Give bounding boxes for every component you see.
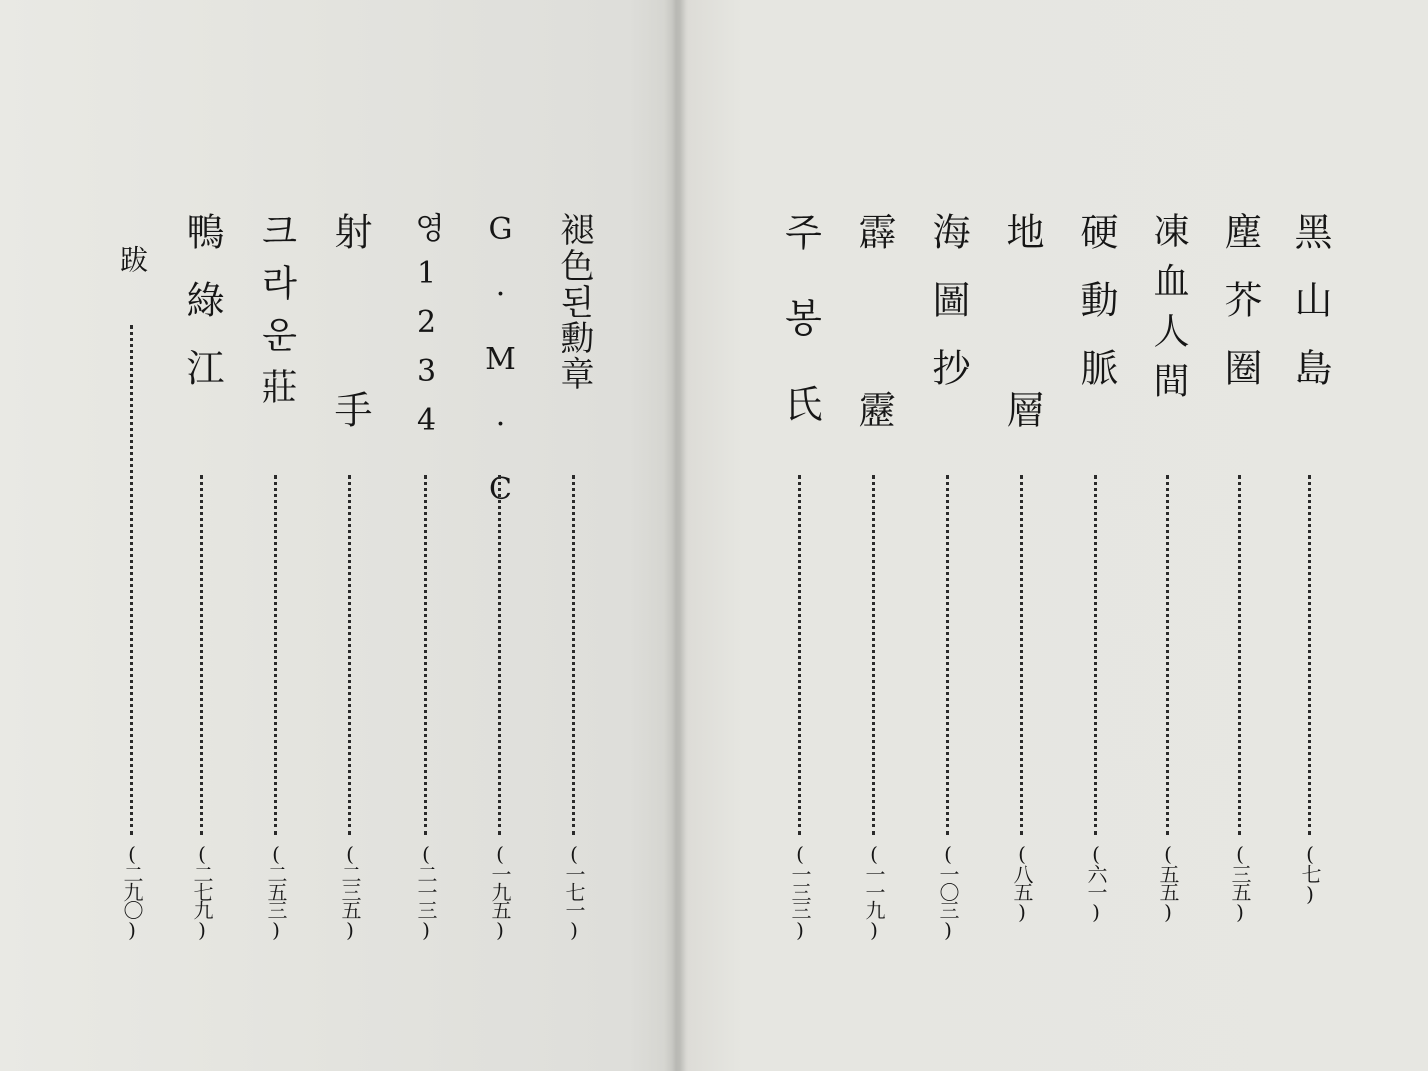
toc-entry-title: 凍血人間: [1148, 212, 1189, 412]
toc-entry-page: (八五): [1010, 842, 1034, 922]
dot-leader: [1308, 475, 1311, 835]
toc-entry-title: 硬動脈: [1074, 212, 1118, 416]
toc-entry-title: 海圖抄: [926, 212, 970, 416]
toc-entry[interactable]: [994, 0, 1050, 1071]
toc-entry-title: 영1234: [409, 212, 444, 452]
dot-leader: [498, 475, 501, 835]
dot-leader: [1238, 475, 1241, 835]
toc-entry-title: 跋: [116, 245, 149, 273]
toc-entry-title: 鴨綠江: [180, 212, 224, 416]
toc-entry[interactable]: [322, 0, 378, 1071]
toc-entry-title: 霹靂: [852, 212, 896, 568]
dot-leader: [1020, 475, 1023, 835]
toc-entry[interactable]: [1140, 0, 1196, 1071]
dot-leader: [130, 325, 133, 835]
toc-entry[interactable]: [398, 0, 454, 1071]
toc-entry-page: (一〇三): [936, 842, 960, 940]
toc-entry-page: (五五): [1156, 842, 1180, 922]
dot-leader: [1094, 475, 1097, 835]
dot-leader: [348, 475, 351, 835]
dot-leader: [946, 475, 949, 835]
dot-leader: [1166, 475, 1169, 835]
toc-entry-page: (一一九): [862, 842, 886, 940]
toc-entry-title: 塵芥圈: [1218, 212, 1262, 416]
toc-entry[interactable]: [104, 0, 160, 1071]
toc-entry-page: (二七九): [190, 842, 214, 940]
toc-entry-page: (二三五): [338, 842, 362, 940]
toc-entry[interactable]: [248, 0, 304, 1071]
toc-right-page: [684, 0, 1428, 1071]
dot-leader: [274, 475, 277, 835]
toc-entry[interactable]: [1068, 0, 1124, 1071]
toc-entry-page: (三五): [1228, 842, 1252, 922]
toc-left-page: [0, 0, 672, 1071]
toc-entry-page: (一七一): [562, 842, 586, 940]
toc-entry[interactable]: [846, 0, 902, 1071]
dot-leader: [872, 475, 875, 835]
toc-entry-page: (二九〇): [120, 842, 144, 940]
toc-entry-page: (一三三): [788, 842, 812, 940]
toc-entry[interactable]: [472, 0, 528, 1071]
toc-entry[interactable]: [1212, 0, 1268, 1071]
toc-entry-title: 地層: [1000, 212, 1044, 568]
toc-entry-page: (一九五): [488, 842, 512, 940]
toc-entry-title: 주봉氏: [778, 212, 822, 470]
toc-entry-title: G·M·C: [483, 212, 518, 537]
toc-entry-page: (六一): [1084, 842, 1108, 922]
toc-entry-title: 黑山島: [1288, 212, 1332, 416]
dot-leader: [200, 475, 203, 835]
toc-entry-title: 射手: [328, 212, 372, 568]
toc-entry[interactable]: [920, 0, 976, 1071]
toc-entry[interactable]: [546, 0, 602, 1071]
dot-leader: [424, 475, 427, 835]
toc-entry-page: (二五三): [264, 842, 288, 940]
toc-entry[interactable]: [174, 0, 230, 1071]
dot-leader: [798, 475, 801, 835]
toc-entry[interactable]: [772, 0, 828, 1071]
toc-entry-title: 크라운莊: [256, 212, 297, 420]
toc-entry[interactable]: [1282, 0, 1338, 1071]
toc-entry-page: (七): [1298, 842, 1322, 904]
toc-entry-page: (二一三): [414, 842, 438, 940]
toc-entry-title: 褪色된勳章: [554, 212, 594, 392]
dot-leader: [572, 475, 575, 835]
